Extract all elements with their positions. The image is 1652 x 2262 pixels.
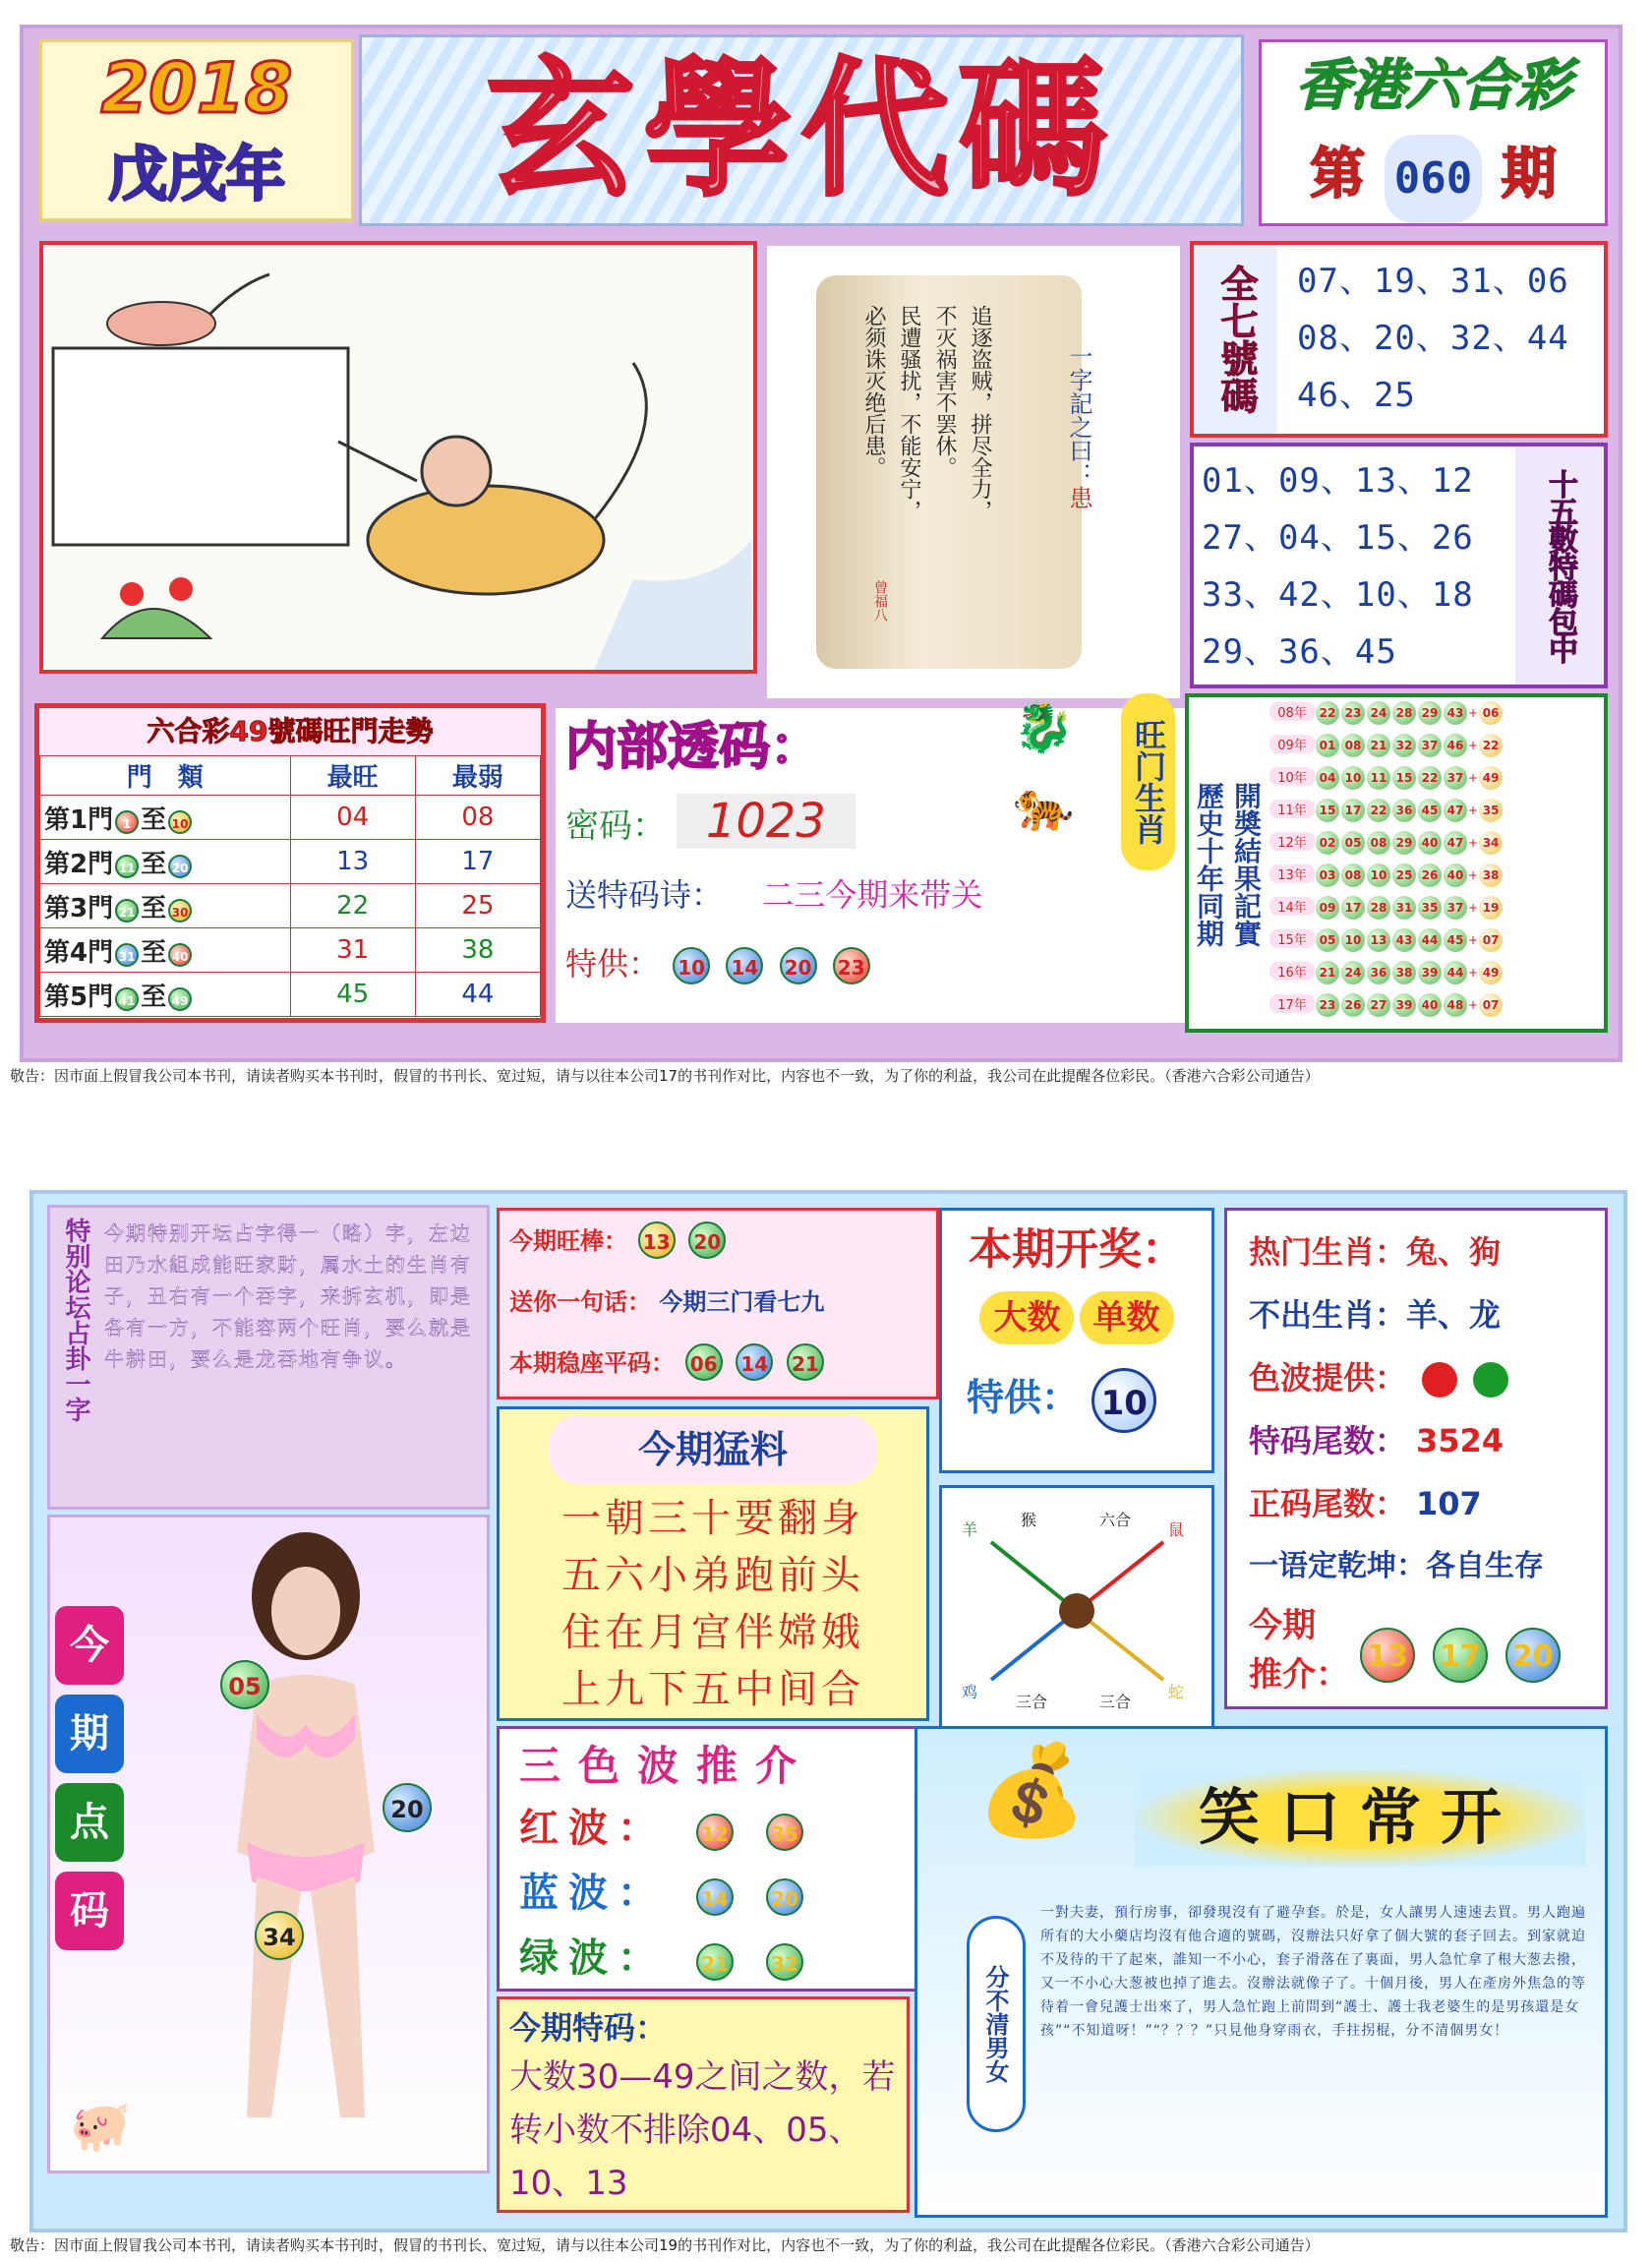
special-label: 特供： xyxy=(565,945,661,982)
hot-label: 热门生肖： xyxy=(1249,1233,1407,1271)
door-best: 45 xyxy=(290,973,415,1017)
door-worst: 25 xyxy=(415,884,540,928)
joke-text: 一對夫妻，預行房事，卻發現沒有了避孕套。於是，女人讓男人速速去買。男人跑遍所有的大小藥店均沒有他合適的號碼，沒辦法只好拿了個大號的套子回去。到家就迫不及待的干了起來，誰知一不小心，套子滑落在了裏面，男人急忙拿了根大葱去撥，又一不小心大葱被也掉了進去。沒辦法就像子了。十個月後，男人在產房外焦急的等待着一會兒護士出來了，男人急忙跑上前問到“護士、護士我老婆生的是男孩還是女孩”“不知道呀！”“？？？”只見他身穿雨衣，手拄拐棍，分不清個男女！ xyxy=(1040,1905,1586,2039)
year-name: 戊戌年 xyxy=(108,141,285,209)
scroll-line: 追逐盗贼，拼尽全力， xyxy=(968,305,992,521)
dianma-char: 码 xyxy=(55,1872,124,1950)
notout-value: 羊、龙 xyxy=(1406,1296,1502,1334)
history-ball: 26 xyxy=(1418,863,1442,887)
comic-drawing xyxy=(43,245,753,670)
door-worst: 17 xyxy=(415,840,540,884)
issue-suffix: 期 xyxy=(1501,143,1557,207)
recommend-ball: 20 xyxy=(1505,1628,1561,1683)
issue-prefix: 第 xyxy=(1310,143,1366,207)
door-to: 30 xyxy=(168,899,192,923)
history-ball: 48 xyxy=(1444,993,1467,1017)
fifteen-label: 十五數特碼包中 xyxy=(1515,446,1604,685)
door-to-word: 至 xyxy=(141,982,167,1012)
history-ball: 10 xyxy=(1341,766,1365,790)
door-from: 21 xyxy=(115,899,139,923)
history-special: 49 xyxy=(1479,766,1503,790)
history-ball: 36 xyxy=(1392,799,1416,822)
draw-special-line xyxy=(942,1358,1211,1437)
diagram-label: 猴 xyxy=(1021,1511,1037,1529)
diagram-label: 六合 xyxy=(1099,1511,1132,1529)
history-ball: 23 xyxy=(1316,993,1339,1017)
history-year: 10年 xyxy=(1269,767,1315,786)
special-ball: 10 xyxy=(673,947,710,984)
recommend-ball: 17 xyxy=(1433,1628,1488,1683)
history-year: 16年 xyxy=(1269,962,1315,981)
door-name: 第5門 xyxy=(44,982,114,1012)
money-icon: 💰 xyxy=(976,1739,1088,1842)
history-special: 19 xyxy=(1479,896,1503,920)
history-ball: 37 xyxy=(1444,896,1467,920)
history-rows xyxy=(1269,701,1504,1026)
quanqi-row: 08、20、32、44 xyxy=(1297,319,1569,358)
diagram-label: 三合 xyxy=(1016,1693,1048,1711)
issue-line xyxy=(1262,131,1605,223)
history-special: 49 xyxy=(1479,961,1503,984)
special-ball: 23 xyxy=(833,947,870,984)
forum-text: 今期特别开坛占字得一（略）字，左边田乃水組成能旺家財，属水土的生肖有子，丑右有一个吞字，来拆玄机，即是各有一方，不能容两个旺肖，要么就是牛耕田，要么是龙吞地有争议。 xyxy=(104,1221,472,1371)
joke-box xyxy=(914,1726,1608,2218)
recommend-ball: 13 xyxy=(1360,1628,1415,1683)
history-row: 12年 02 05 08 29 40 47 + 34 xyxy=(1269,831,1504,863)
history-box xyxy=(1185,693,1608,1033)
door-to: 20 xyxy=(168,855,192,878)
wangmen-label: 旺门生肖 xyxy=(1121,693,1175,870)
door-row xyxy=(40,840,541,884)
red-ball: 35 xyxy=(766,1814,803,1851)
blue-ball: 14 xyxy=(696,1878,734,1916)
zheng-label: 正码尾数： xyxy=(1249,1485,1407,1522)
history-ball: 15 xyxy=(1316,799,1339,822)
history-ball: 35 xyxy=(1418,896,1442,920)
red-label: 红波： xyxy=(519,1806,667,1851)
history-ball: 17 xyxy=(1341,896,1365,920)
history-ball: 03 xyxy=(1316,863,1339,887)
lottery-name: 香港六合彩 xyxy=(1295,54,1571,118)
history-ball: 09 xyxy=(1316,896,1339,920)
tail-value: 3524 xyxy=(1416,1422,1504,1459)
scroll-line: 民遭骚扰，不能安宁， xyxy=(897,305,921,521)
history-ball: 43 xyxy=(1444,701,1467,725)
scroll-header-label: 一字記之曰： xyxy=(1065,344,1092,486)
wangmen-panel xyxy=(1003,688,1185,885)
history-row: 16年 21 24 36 38 39 44 + 49 xyxy=(1269,961,1504,993)
diagram-label: 蛇 xyxy=(1168,1683,1185,1701)
wangbang-ball: 20 xyxy=(688,1221,726,1259)
wangbang-ball: 13 xyxy=(638,1221,676,1259)
door-worst: 38 xyxy=(415,928,540,973)
history-ball: 13 xyxy=(1367,928,1390,952)
history-ball: 44 xyxy=(1444,961,1467,984)
forum-box xyxy=(47,1205,490,1510)
scroll-line: 不灭祸害不罢休。 xyxy=(932,305,957,478)
door-from: 31 xyxy=(115,943,139,967)
history-ball: 24 xyxy=(1367,701,1390,725)
history-special: 07 xyxy=(1479,993,1503,1017)
scroll-header xyxy=(1062,344,1096,659)
red-dot xyxy=(1422,1362,1457,1398)
history-ball: 10 xyxy=(1367,863,1390,887)
zodiac-diagram xyxy=(939,1485,1214,1731)
history-ball: 37 xyxy=(1444,766,1467,790)
history-label2: 歷史十年同期 xyxy=(1193,781,1225,947)
draw-box xyxy=(939,1208,1214,1473)
history-ball: 05 xyxy=(1341,831,1365,855)
history-ball: 44 xyxy=(1418,928,1442,952)
scroll-poem xyxy=(856,305,997,620)
history-ball: 25 xyxy=(1392,863,1416,887)
draw-tags xyxy=(942,1289,1211,1358)
girl-ball: 20 xyxy=(383,1783,432,1832)
draw-big: 大数 xyxy=(979,1291,1074,1344)
door-name: 第1門 xyxy=(44,804,114,835)
tiger-icon: 🐅 xyxy=(1013,777,1075,834)
green-line xyxy=(519,1926,926,1991)
diagram-label: 三合 xyxy=(1099,1693,1132,1711)
door-to-word: 至 xyxy=(141,849,167,879)
issue-number: 060 xyxy=(1385,135,1482,223)
history-ball: 10 xyxy=(1341,928,1365,952)
tema-box xyxy=(497,1996,910,2213)
mengliao-title: 今期猛料 xyxy=(549,1415,877,1484)
green-dot xyxy=(1473,1362,1508,1398)
door-to-word: 至 xyxy=(141,937,167,968)
history-ball: 11 xyxy=(1367,766,1390,790)
blue-ball: 20 xyxy=(766,1878,803,1916)
red-line xyxy=(519,1796,926,1861)
fifteen-box xyxy=(1190,443,1608,688)
history-ball: 01 xyxy=(1316,734,1339,757)
scroll-header-char: 患 xyxy=(1065,486,1092,509)
draw-special-label: 特供： xyxy=(967,1376,1080,1419)
history-year: 08年 xyxy=(1269,702,1315,721)
history-ball: 40 xyxy=(1418,831,1442,855)
history-ball: 40 xyxy=(1444,863,1467,887)
door-header-type: 門 類 xyxy=(40,756,291,796)
dianma-panel xyxy=(47,1515,490,2173)
yiyu-value: 各自生存 xyxy=(1426,1549,1544,1583)
pingma-line xyxy=(500,1333,936,1394)
history-row: 11年 15 17 22 36 45 47 + 35 xyxy=(1269,799,1504,831)
girl-ball: 05 xyxy=(220,1660,269,1709)
sanse-title: 三色波推介 xyxy=(519,1742,815,1790)
door-to: 10 xyxy=(168,810,192,834)
top-notice: 敬告：因市面上假冒我公司本书刊，请读者购买本书刊时，假冒的书刊长、宽过短，请与以往本公司17的书刊作对比，内容也不一致，为了你的利益，我公司在此提醒各位彩民。（香港六合彩公司通告） xyxy=(10,1067,1320,1085)
history-year: 12年 xyxy=(1269,832,1315,851)
history-ball: 04 xyxy=(1316,766,1339,790)
blue-line xyxy=(519,1861,926,1926)
pig-icon: 🐖 xyxy=(70,2098,132,2155)
history-row: 10年 04 10 11 15 22 37 + 49 xyxy=(1269,766,1504,799)
year-label: 2018 xyxy=(100,48,293,129)
tail-line xyxy=(1249,1409,1605,1472)
pingma-ball: 14 xyxy=(736,1343,773,1381)
notout-line xyxy=(1249,1283,1605,1346)
history-ball: 22 xyxy=(1418,766,1442,790)
recommend-label2: 推介： xyxy=(1249,1655,1349,1695)
door-worst: 08 xyxy=(415,796,540,840)
scroll-stamp: 曾福八 xyxy=(872,580,888,622)
model-photo xyxy=(178,1527,434,2157)
history-ball: 45 xyxy=(1418,799,1442,822)
door-to-word: 至 xyxy=(141,804,167,835)
year-block xyxy=(39,39,354,221)
joke-title: 笑口常开 xyxy=(1134,1768,1586,1867)
dianma-label xyxy=(55,1606,124,1950)
quanqi-box xyxy=(1190,241,1608,438)
history-year: 13年 xyxy=(1269,864,1315,883)
door-name: 第2門 xyxy=(44,849,114,879)
door-to: 49 xyxy=(168,987,192,1011)
tail-label: 特码尾数： xyxy=(1249,1422,1407,1459)
history-row: 09年 01 08 21 32 37 46 + 22 xyxy=(1269,734,1504,766)
door-row xyxy=(40,796,541,840)
dragon-icon: 🐉 xyxy=(1013,698,1075,755)
history-ball: 05 xyxy=(1316,928,1339,952)
history-ball: 28 xyxy=(1367,896,1390,920)
door-to-word: 至 xyxy=(141,893,167,923)
door-best: 31 xyxy=(290,928,415,973)
history-ball: 36 xyxy=(1367,961,1390,984)
mengliao-line: 上九下五中间合 xyxy=(561,1667,864,1712)
history-ball: 08 xyxy=(1367,831,1390,855)
history-year: 17年 xyxy=(1269,994,1315,1013)
diagram-label: 羊 xyxy=(962,1520,978,1539)
door-table xyxy=(34,703,546,1023)
quanqi-row: 07、19、31、06 xyxy=(1297,262,1569,301)
history-ball: 17 xyxy=(1341,799,1365,822)
door-from: 41 xyxy=(115,987,139,1011)
joke-label: 分不清男女 xyxy=(967,1916,1026,2132)
door-to: 40 xyxy=(168,943,192,967)
history-row: 15年 05 10 13 43 44 45 + 07 xyxy=(1269,928,1504,961)
history-ball: 39 xyxy=(1392,993,1416,1017)
history-special: 22 xyxy=(1479,734,1503,757)
zheng-value: 107 xyxy=(1416,1485,1482,1522)
dianma-char: 期 xyxy=(55,1695,124,1773)
quanqi-numbers xyxy=(1297,253,1569,424)
recommend-line xyxy=(1249,1598,1605,1706)
door-name: 第3門 xyxy=(44,893,114,923)
draw-odd: 单数 xyxy=(1080,1291,1174,1344)
door-from: 11 xyxy=(115,855,139,878)
history-ball: 21 xyxy=(1367,734,1390,757)
history-ball: 08 xyxy=(1341,863,1365,887)
tema-title: 今期特码： xyxy=(509,2009,668,2047)
diagram-label: 鼠 xyxy=(1168,1520,1185,1539)
pingma-ball: 21 xyxy=(787,1343,824,1381)
lottery-block xyxy=(1259,39,1608,226)
history-ball: 24 xyxy=(1341,961,1365,984)
door-row xyxy=(40,884,541,928)
history-special: 07 xyxy=(1479,928,1503,952)
history-ball: 32 xyxy=(1392,734,1416,757)
history-ball: 15 xyxy=(1392,766,1416,790)
door-best: 22 xyxy=(290,884,415,928)
history-ball: 02 xyxy=(1316,831,1339,855)
scroll-panel xyxy=(767,246,1180,698)
dianma-char: 点 xyxy=(55,1783,124,1862)
door-name: 第4門 xyxy=(44,937,114,968)
sentence-line xyxy=(500,1272,936,1333)
recommend-label1: 今期 xyxy=(1249,1606,1316,1645)
fifteen-row: 33、42、10、18 xyxy=(1202,575,1474,615)
special-ball: 20 xyxy=(780,947,817,984)
pingma-ball: 06 xyxy=(685,1343,723,1381)
green-label: 绿波： xyxy=(519,1935,667,1981)
history-special: 35 xyxy=(1479,799,1503,822)
wangbang-box xyxy=(497,1208,939,1399)
history-special: 06 xyxy=(1479,701,1503,725)
door-from: 1 xyxy=(115,810,139,834)
history-ball: 45 xyxy=(1444,928,1467,952)
poem-label: 送特码诗： xyxy=(565,876,724,914)
history-ball: 39 xyxy=(1418,961,1442,984)
forum-label: 特别论坛占卦一字 xyxy=(61,1218,90,1422)
page-title: 玄學代碼 xyxy=(486,45,1116,216)
pingma-label: 本期稳座平码： xyxy=(509,1349,675,1377)
yiyu-label: 一语定乾坤： xyxy=(1249,1549,1426,1583)
history-ball: 29 xyxy=(1418,701,1442,725)
mengliao-box xyxy=(497,1406,929,1721)
fifteen-numbers xyxy=(1202,452,1474,681)
door-row xyxy=(40,928,541,973)
history-ball: 46 xyxy=(1444,734,1467,757)
color-label: 色波提供： xyxy=(1249,1359,1407,1397)
scroll-line: 必须诛灭绝后患。 xyxy=(861,305,886,478)
history-year: 09年 xyxy=(1269,735,1315,753)
door-best: 04 xyxy=(290,796,415,840)
history-ball: 21 xyxy=(1316,961,1339,984)
history-special: 38 xyxy=(1479,863,1503,887)
history-ball: 47 xyxy=(1444,831,1467,855)
quanqi-label: 全七號碼 xyxy=(1194,245,1277,434)
hot-box xyxy=(1224,1208,1608,1709)
inner-title: 内部透码： xyxy=(565,718,822,777)
door-header-worst: 最弱 xyxy=(415,756,540,796)
comic-illustration xyxy=(39,241,757,674)
door-best: 13 xyxy=(290,840,415,884)
green-ball: 32 xyxy=(766,1943,803,1981)
recommend-balls xyxy=(1357,1628,1564,1683)
draw-title: 本期开奖： xyxy=(969,1224,1185,1275)
fifteen-row: 29、36、45 xyxy=(1202,632,1397,672)
special-line xyxy=(556,929,1185,998)
history-ball: 22 xyxy=(1316,701,1339,725)
green-ball: 21 xyxy=(696,1943,734,1981)
yiyu-line xyxy=(1249,1535,1605,1598)
history-year: 14年 xyxy=(1269,897,1315,916)
door-table-title: 六合彩49號碼旺門走勢 xyxy=(39,708,541,755)
hot-value: 兔、狗 xyxy=(1406,1233,1502,1271)
history-row: 13年 03 08 10 25 26 40 + 38 xyxy=(1269,863,1504,896)
history-ball: 31 xyxy=(1392,896,1416,920)
history-ball: 22 xyxy=(1367,799,1390,822)
special-ball: 14 xyxy=(726,947,763,984)
bottom-notice: 敬告：因市面上假冒我公司本书刊，请读者购买本书刊时，假冒的书刊长、宽过短，请与以往本公司19的书刊作对比，内容也不一致，为了你的利益，我公司在此提醒各位彩民。（香港六合彩公司通告） xyxy=(10,2236,1320,2254)
history-ball: 38 xyxy=(1392,961,1416,984)
door-header-best: 最旺 xyxy=(290,756,415,796)
color-line xyxy=(1249,1346,1605,1409)
history-year: 11年 xyxy=(1269,800,1315,818)
history-ball: 27 xyxy=(1367,993,1390,1017)
poem-value: 二三今期来带关 xyxy=(762,876,983,914)
sanse-box xyxy=(497,1726,929,1992)
mengliao-line: 五六小弟跑前头 xyxy=(561,1553,864,1598)
sentence-label: 送你一句话： xyxy=(509,1288,651,1316)
tema-text: 大数30—49之间之数，若转小数不排除04、05、10、13 xyxy=(509,2057,896,2203)
history-row: 08年 22 23 24 28 29 43 + 06 xyxy=(1269,701,1504,734)
mengliao-line: 一朝三十要翻身 xyxy=(561,1496,864,1541)
mengliao-line: 住在月宫伴嫦娥 xyxy=(561,1610,864,1655)
history-ball: 29 xyxy=(1392,831,1416,855)
door-row xyxy=(40,973,541,1017)
fifteen-row: 27、04、15、26 xyxy=(1202,518,1474,558)
red-ball: 12 xyxy=(696,1814,734,1851)
history-label: 開奬結果記實 xyxy=(1230,781,1263,947)
history-ball: 37 xyxy=(1418,734,1442,757)
history-ball: 28 xyxy=(1392,701,1416,725)
pwd-label: 密码： xyxy=(565,806,666,846)
history-row: 14年 09 17 28 31 35 37 + 19 xyxy=(1269,896,1504,928)
hot-line xyxy=(1249,1220,1605,1283)
quanqi-row: 46、25 xyxy=(1297,376,1416,415)
history-year: 15年 xyxy=(1269,929,1315,948)
history-ball: 23 xyxy=(1341,701,1365,725)
fifteen-row: 01、09、13、12 xyxy=(1202,461,1474,501)
history-special: 34 xyxy=(1479,831,1503,855)
wangbang-label: 今期旺棒： xyxy=(509,1227,627,1255)
diagram-label: 鸡 xyxy=(962,1683,978,1701)
history-ball: 26 xyxy=(1341,993,1365,1017)
history-row: 17年 23 26 27 39 40 48 + 07 xyxy=(1269,993,1504,1026)
history-ball: 43 xyxy=(1392,928,1416,952)
history-ball: 08 xyxy=(1341,734,1365,757)
zheng-line xyxy=(1249,1472,1605,1535)
girl-ball: 34 xyxy=(255,1911,304,1960)
draw-special-ball: 10 xyxy=(1092,1368,1156,1433)
notout-label: 不出生肖： xyxy=(1249,1296,1407,1334)
door-table-grid xyxy=(39,755,541,1017)
sentence-value: 今期三门看七九 xyxy=(659,1288,825,1316)
dianma-char: 今 xyxy=(55,1606,124,1685)
pwd-value: 1023 xyxy=(677,794,856,849)
blue-label: 蓝波： xyxy=(519,1871,667,1916)
wangbang-line xyxy=(500,1211,936,1272)
history-ball: 47 xyxy=(1444,799,1467,822)
title-block xyxy=(359,34,1244,226)
history-ball: 40 xyxy=(1418,993,1442,1017)
door-worst: 44 xyxy=(415,973,540,1017)
